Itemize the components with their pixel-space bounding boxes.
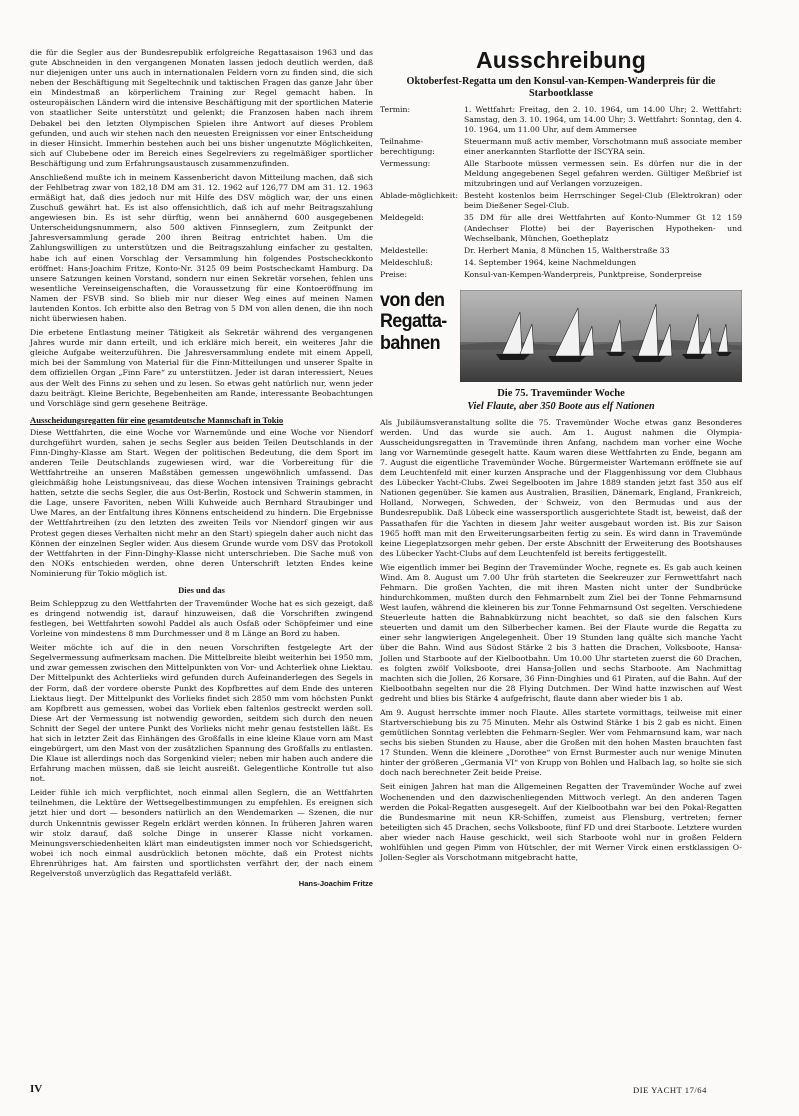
announcement-row — [380, 137, 742, 159]
paragraph: Die erbetene Entlastung meiner Tätigkeit als Sekretär während des vergangenen Jahres wurde mir dann erteilt, und ich erkläre mich bereit, ein weiteres Jahr die gleiche Aufgabe weiterzuführen. Die Jahresversammlung endete mit einem Appell, mich bei der Sammlung von Material für die Finn-Mitteilungen und unserer Spalte in dem offiziellen Organ „Finn Fare“ zu unterstützen. Jeder ist daran interessiert, Neues aus der Welt des Finns zu sehen und zu lesen. So etwas geht natürlich nur, wenn jeder dazu beiträgt. Kleine Berichte, Begebenheiten am Rande, interessante Beobachtungen und Vorschläge sind gern gesehene Beiträge. — [30, 328, 373, 408]
article-title: Die 75. Travemünder Woche — [497, 387, 625, 399]
paragraph: Am 9. August herrschte immer noch Flaute. Alles startete vormittags, teilweise mit einer Startverschiebung bis zu 75 Minuten. Mehr als Ostwind Stärke 1 bis 2 gab es nicht. Einen gemütlichen Sonntag verlebten die Fehmarn-Segler. Wer vom Fehmarnsund kam, war nach sechs bis sieben Stunden zu Hause, aber die Großen mit den hohen Masten brauchten fast 17 Stunden. Wenn die kleinere „Dorothee“ von Ernst Burmester auch nur wenige Minuten hinter der größeren „Germania VI“ von Krupp von Bohlen und Halbach lag, so holte sie sich doch nach berechneter Zeit beide Preise. — [380, 707, 742, 778]
row-value: Alle Starboote müssen vermessen sein. Es dürfen nur die in der Meldung angegebenen Segel gefahren werden. Gültiger Meßbrief ist mitzubringen und auf Verlangen vorzuzeigen. — [464, 159, 742, 189]
announcement-subtitle: Oktoberfest-Regatta um den Konsul-van-Kempen-Wanderpreis für die Starbootklasse — [406, 76, 716, 99]
row-value: 14. September 1964, keine Nachmeldungen — [464, 257, 637, 267]
paragraph: Weiter möchte ich auf die in den neuen Vorschriften festgelegte Art der Segelvermessung aufmerksam machen. Die Mittelbreite bleibt weiterhin bei 1950 mm, und zwar gemessen zwischen den Mittelpunkten von Vor- und Achterliek ohne Liektau. Der Mittelpunkt des Achterlieks wird gefunden durch Aufeinanderlegen des Segels in der Form, daß der vordere oberste Punkt des Kopfbrettes auf dem Ende des unteren Liektaus liegt. Der Mittelpunkt des Vorlieks findet sich 2850 mm vom höchsten Punkt am Kopfbrett aus gemessen, wobei das Vorliek eben faltenlos gestreckt werden soll. Diese Art der Vermessung ist notwendig geworden, seitdem sich durch den neuen Schnitt der Segel der untere Punkt des Vorlieks nicht mehr genau feststellen läßt. Es hat sich in letzter Zeit das Einhängen des Großfalls in eine kleine Klaue vorn am Mast eingebürgert, um den Mast von der zusätzlichen Spannung des Großfalls zu entlasten. Die Klaue ist allerdings noch das Sorgenkind vieler; neben mir haben auch andere die Erfahrung machen müssen, daß sie leicht ausreißt. Gelegentliche Kontrolle tut also not. — [30, 643, 373, 784]
paragraph: Wie eigentlich immer bei Beginn der Travemünder Woche, regnete es. Es gab auch keinen Wind. Am 8. August um 7.00 Uhr früh starteten die Seekreuzer zur Fernwettfahrt nach Fehmarn. Die großen Yachten, die mit ihren Masten nicht unter der Sundbrücke hindurchkommen, mußten durch den Fehmarnbelt zum Ziel bei der Tonne Fehmarnsund West laufen, während die kleineren bis zur Tonne Fehmarnsund Ost segelten. Verschiedene Steuerleute hatten die Bahnabkürzung nicht beachtet, so daß sie den falschen Kurs steuerten und damit um den Silberbecher kamen. Bei der Flaute wurde die Regatta zu einer sehr langwierigen Angelegenheit. Über 19 Stunden lang quälte sich manche Yacht über die Bahn. Wind aus Südost Stärke 2 bis 3 hatten die Drachen, Volksboote, Hansa-Jollen und Starboote auf der Kielbootbahn. Um 10.00 Uhr starteten zuerst die 60 Drachen, es folgten zwölf Volksboote, drei Hansa-Jollen und sechs Starboote. Am Nachmittag machten sich die Jollen, 26 Korsare, 36 Finn-Dinghies und 61 Piraten, auf die Bahn. Auf der Kielbootbahn segelten nur die 28 Flying Dutchmen. Der Wind hatte inzwischen auf West gedreht und blies bis Stärke 4 aufgefrischt, flaute dann aber wieder bis 1 ab. — [380, 562, 742, 703]
banner-line: Regatta- — [380, 310, 447, 333]
paragraph: die für die Segler aus der Bundesrepublik erfolgreiche Regattasaison 1963 und das gute Abschneiden in den vergangenen Monaten lassen jedoch deutlich werden, daß nur diejenigen unter uns auch in internationalen Feldern vorn zu finden sind, die sich neben der Beschäftigung mit Segeltechnik und taktischen Fragen das ganze Jahr über ein Mindestmaß an körperlichem Training zur Regel gemacht haben. In osteuropäischen Ländern wird die intensive Beschäftigung mit der sportlichen Materie von staatlicher Seite unterstützt und gelenkt; die Franzosen haben nach ihrem Debakel bei den letzten Olympischen Spielen ihre Antwort auf dieses Problem gefunden, und auch wir stehen nach den neuesten Ereignissen vor einer Entscheidung in dieser Hinsicht. Immerhin bestehen auch bei uns bisher ungenutzte Möglichkeiten, sich auf Clubebene oder im Bereich eines Segelreviers zu regelmäßiger sportlicher Beschäftigung und zum Erfahrungsaustausch zusammenzufinden. — [30, 48, 373, 168]
paragraph: Als Jubiläumsveranstaltung sollte die 75. Travemünder Woche etwas ganz Besonderes werden. Und das wurde sie auch. Am 1. August nahmen die Olympia-Ausscheidungsregatten in Travemünde ihren Anfang, nachdem man vorher eine Woche lang vor Warnemünde gesegelt hatte. Kaum waren diese Wettfahrten zu Ende, begann am 7. August die eigentliche Travemünder Woche. Bürgermeister Wartemann eröffnete sie auf dem Leuchtenfeld mit einer kurzen Ansprache und der Flaggenhissung vor dem Clubhaus des Lübecker Yacht-Clubs. Zwei Segelbooten im Jahre 1889 standen jetzt fast 350 aus elf Nationen gegenüber. Sie kamen aus Australien, Brasilien, Dänemark, England, Frankreich, Holland, Norwegen, Schweden, der Schweiz, von den Bermudas und aus der Bundesrepublik. Daß Lübeck eine wassersportlich ausgerichtete Stadt ist, beweist, daß der Passathafen für die Yachten in diesem Jahr weiter ausgebaut worden ist. Bis zur Saison 1965 hofft man mit den Erweiterungsarbeiten fertig zu sein. Es wird dann in Travemünde keine Liegeplatzsorgen mehr geben. Der erste Abschnitt der Erweiterung des Bootshauses des Lübecker Yacht-Clubs auf dem Leuchtenfeld ist bereits fertiggestellt. — [380, 417, 742, 558]
regatta-photo — [460, 290, 742, 382]
row-value: 1. Wettfahrt: Freitag, den 2. 10. 1964, um 14.00 Uhr; 2. Wettfahrt: Samstag, den 3. 10. 1964, um 14.00 Uhr; 3. Wettfahrt: Sonntag, den 4. 10. 1964, um 11.00 Uhr, auf dem Ammersee — [464, 105, 742, 135]
announcement-row — [380, 246, 742, 258]
paragraph: Beim Schleppzug zu den Wettfahrten der Travemünder Woche hat es sich gezeigt, daß es dringend notwendig ist, darauf hinzuweisen, daß die Vorschriften zwingend festlegen, bei Wettfahrten sowohl Paddel als auch Osfaß oder Schöpfeimer und eine Vorleine von mindestens 8 mm Durchmesser und 8 m Länge an Bord zu haben. — [30, 598, 373, 639]
author-signature: Hans-Joachim Fritze — [298, 879, 373, 889]
row-value: Steuermann muß activ member, Vorschotmann muß associate member einer anerkannten Starflotte der ISCYRA sein. — [464, 137, 742, 157]
page-number: IV — [30, 1083, 43, 1095]
right-column — [380, 48, 742, 867]
row-key: Meldeschluß: — [380, 257, 433, 267]
row-key: Meldestelle: — [380, 245, 428, 255]
paragraph: Seit einigen Jahren hat man die Allgemeinen Regatten der Travemünder Woche auf zwei Wochenenden und den dazwischenliegenden Mittwoch verlegt. An den anderen Tagen werden die Pokal-Regatten ausgesegelt. Auf der Kielbootbahn war bei den Pokal-Regatten die Bundesmarine mit neun KR-Schiffen, zumeist aus Flensburg, vertreten; ferner beteiligten sich 45 Drachen, sechs Volksboote, fünf FD und drei Starboote. Letztere wurden aber wieder nach Hause geschickt, weil sich Starboote wohl nur in großen Feldern wohlfühlen und gegen Pimm von Hütschler, der mit Werner Virck einen erstklassigen O-Jollen-Segler als Vorschotmann mitgebracht hatte, — [380, 782, 742, 863]
announcement-row — [380, 258, 742, 270]
row-value: Dr. Herbert Mania, 8 München 15, Waltherstraße 33 — [464, 245, 670, 255]
magazine-issue: DIE YACHT 17/64 — [633, 1085, 707, 1095]
row-key: Preise: — [380, 269, 407, 279]
section-heading-dies-und-das: Dies und das — [178, 584, 225, 595]
announcement-row — [380, 270, 742, 282]
row-key: Ablade-möglichkeit: — [380, 191, 458, 201]
announcement-title: Ausschreibung — [475, 47, 646, 73]
row-key: Teilnahme-berechtigung: — [380, 137, 435, 157]
banner-line: bahnen — [380, 331, 440, 354]
announcement-row — [380, 105, 742, 137]
banner-title — [380, 290, 452, 382]
section-heading-tokio: Ausscheidungsregatten für eine gesamtdeutsche Mannschaft in Tokio — [30, 414, 284, 425]
row-value: Konsul-van-Kempen-Wanderpreis, Punktpreise, Sonderpreise — [464, 269, 702, 279]
paragraph: Anschließend mußte ich in meinem Kassenbericht davon Mitteilung machen, daß sich der Fehlbetrag zwar von 182,18 DM am 31. 12. 1962 auf 126,77 DM am 31. 12. 1963 ermäßigt hat, daß dies jedoch nur mit Hilfe des DSV möglich war, der uns einen Zuschuß gewährt hat. Es ist also offensichtlich, daß ich auf mehr Beitragszahlung angewiesen bin. Es ist sehr dürftig, wenn bei annähernd 600 ausgegebenen Unterscheidungsnummern, also 500 aktiven Finnseglern, zum Zeitpunkt der Jahresversammlung gerade 200 ihren Beitrag entrichtet haben. Um die Zahlungswilligen zu unterstützen und die Beitragszahlung einfacher zu gestalten, habe ich auf einen Vorschlag der Versammlung hin folgendes Postscheckkonto eröffnet: Hans-Joachim Fritze, Konto-Nr. 3125 09 beim Postscheckamt Hamburg. Da unsere Satzungen keinen Vorstand, sondern nur einen Sekretär vorsehen, fehlen uns wesentliche Vereinseigenschaften, die Voraussetzung für eine Kontoeröffnung im Namen der FSVB sind. So blieb mir nur dieser Weg eines auf meinen Namen lautenden Kontos. Ich erbitte also den Betrag von 5 DM von allen denen, die ihn noch nicht überwiesen haben. — [30, 172, 373, 324]
row-key: Termin: — [380, 105, 411, 114]
announcement-row — [380, 213, 742, 245]
announcement-row — [380, 191, 742, 213]
section-banner — [380, 290, 742, 382]
article-subtitle: Viel Flaute, aber 350 Boote aus elf Nationen — [467, 400, 655, 412]
left-column — [30, 48, 373, 888]
announcement-row — [380, 159, 742, 191]
row-key: Vermessung: — [380, 159, 431, 169]
paragraph: Diese Wettfahrten, die eine Woche vor Warnemünde und eine Woche vor Niendorf durchgeführt wurden, sahen je sechs Segler aus beiden Teilen Deutschlands in der Finn-Dinghy-Klasse am Start. Wegen der politischen Bedeutung, die dem Sport im anderen Teile Deutschlands zugewiesen wird, war die Vorbereitung für die Wettfahrtreihe an unseren Maßstäben gemessen ungewöhnlich umfassend. Das gleichmäßig hohe Leistungsniveau, das diese Wochen intensiven Trainings gebracht hatten, setzte die sechs Segler, die aus Ost-Berlin, Rostock und Schwerin stammen, in die Lage, unsere Favoriten, neben Willi Kuhweide auch Bernhard Straubinger und Uwe Mares, an der Entfaltung ihres Könnens entscheidend zu hindern. Die Ergebnisse der Wettfahrtreihen (zu den letzten des zweiten Teils vor Niendorf gingen wir aus Protest gegen dieses Verhalten nicht mehr an den Start) spiegeln daher auch nicht das Können der einzelnen Segler wider. Aus diesem Grunde wurde vom DSV das Protokoll der Wettfahrten in der Finn-Dinghy-Klasse nicht unterschrieben. Die Sache muß von den NOKs entschieden werden, ohne deren Unterschrift letzten Endes keine Nominierung für Tokio möglich ist. — [30, 427, 373, 578]
announcement-table — [380, 105, 742, 282]
banner-line: von den — [380, 288, 445, 311]
paragraph: Leider fühle ich mich verpflichtet, noch einmal allen Seglern, die an Wettfahrten teilnehmen, die Lektüre der Wettsegelbestimmungen zu empfehlen. Es ereignen sich jetzt hier und dort — besonders natürlich an den Wendemarken — Szenen, die nur durch Unkenntnis gewisser Regeln erklärt werden können. In früheren Jahren waren wir stolz darauf, daß solche Dinge in unserer Klasse nicht vorkamen. Meinungsverschiedenheiten klärt man eindeutigsten immer noch vor Schiedsgericht, wobei ich noch einmal ausdrücklich betonen möchte, daß ein Protest nichts Ehrenrühriges hat. Am fairsten und sportlichsten verfährt der, der nach einem Regelverstoß unverzüglich das Regattafeld verläßt. — [30, 788, 373, 878]
row-value: 35 DM für alle drei Wettfahrten auf Konto-Nummer Gt 12 159 (Andechser Flotte) bei der Bayerischen Hypotheken- und Wechselbank, München, Goetheplatz — [464, 213, 742, 243]
row-key: Meldegeld: — [380, 213, 424, 223]
row-value: Besteht kostenlos beim Herrschinger Segel-Club (Elektrokran) oder beim Dießener Segel-Club. — [464, 191, 742, 211]
